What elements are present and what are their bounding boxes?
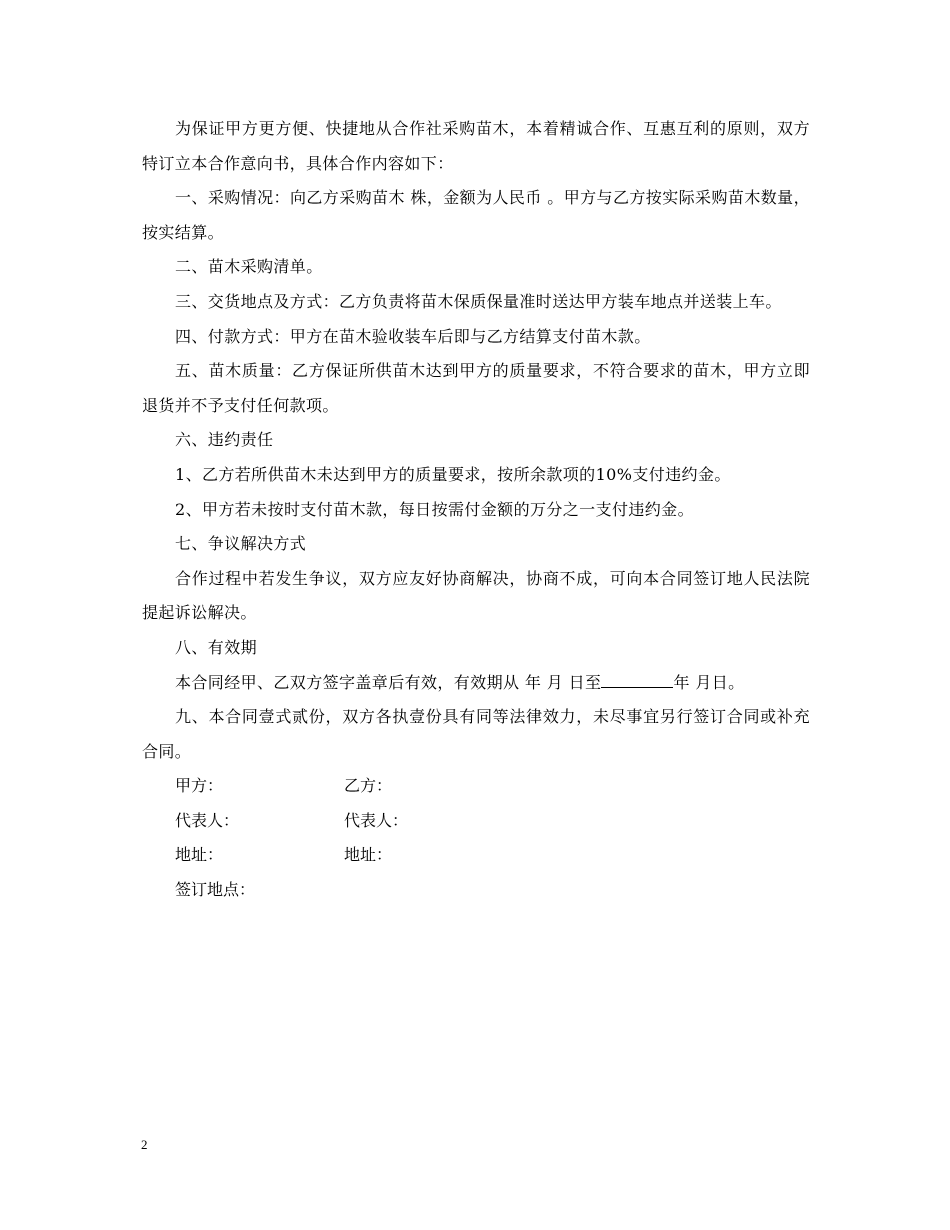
clause-6-item-2: 2、甲方若未按时支付苗木款，每日按需付金额的万分之一支付违约金。 bbox=[175, 499, 694, 519]
clause-8-text-end: 年 月日。 bbox=[673, 672, 745, 692]
fill-in-blank bbox=[601, 673, 673, 688]
signature-row-representative bbox=[142, 804, 810, 839]
page-number: 2 bbox=[141, 1137, 148, 1152]
signature-row-party bbox=[142, 769, 810, 804]
party-a-label: 甲方： bbox=[175, 776, 224, 796]
document-body bbox=[142, 112, 810, 908]
address-a-label: 地址： bbox=[175, 845, 224, 865]
clause-7-text: 合作过程中若发生争议，双方应友好协商解决，协商不成，可向本合同签订地人民法院提起诉讼解决。 bbox=[142, 568, 810, 623]
clause-3-delivery: 三、交货地点及方式：乙方负责将苗木保质保量准时送达甲方装车地点并送装上车。 bbox=[175, 291, 782, 311]
clause-7-heading: 七、争议解决方式 bbox=[175, 534, 307, 554]
clause-4-payment: 四、付款方式：甲方在苗木验收装车后即与乙方结算支付苗木款。 bbox=[175, 326, 651, 346]
clause-8-heading: 八、有效期 bbox=[175, 637, 258, 657]
party-b-label: 乙方： bbox=[344, 776, 393, 796]
signature-row-address bbox=[142, 838, 810, 873]
address-b-label: 地址： bbox=[344, 845, 393, 865]
signing-place-label: 签订地点： bbox=[175, 880, 256, 900]
clause-2-list: 二、苗木采购清单。 bbox=[175, 257, 323, 277]
intro-paragraph: 为保证甲方更方便、快捷地从合作社采购苗木，本着精诚合作、互惠互利的原则，双方特订立本合作意向书，具体合作内容如下： bbox=[142, 119, 810, 173]
clause-6-heading: 六、违约责任 bbox=[175, 430, 274, 450]
clause-8-text bbox=[142, 666, 810, 701]
clause-5-quality: 五、苗木质量：乙方保证所供苗木达到甲方的质量要求，不符合要求的苗木，甲方立即退货并不予支付任何款项。 bbox=[142, 361, 810, 415]
clause-8-text-start: 本合同经甲、乙双方签字盖章后有效，有效期从 年 月 日至 bbox=[175, 672, 602, 692]
clause-9-text: 九、本合同壹式贰份，双方各执壹份具有同等法律效力，未尽事宜另行签订合同或补充合同。 bbox=[142, 707, 810, 761]
clause-6-item-1: 1、乙方若所供苗木未达到甲方的质量要求，按所余款项的10%支付违约金。 bbox=[175, 464, 731, 484]
rep-a-label: 代表人： bbox=[175, 810, 240, 830]
clause-1-procurement: 一、采购情况：向乙方采购苗木 株，金额为人民币 。甲方与乙方按实际采购苗木数量，按实结算。 bbox=[142, 188, 810, 242]
rep-b-label: 代表人： bbox=[344, 810, 409, 830]
signature-row-place bbox=[142, 873, 810, 908]
